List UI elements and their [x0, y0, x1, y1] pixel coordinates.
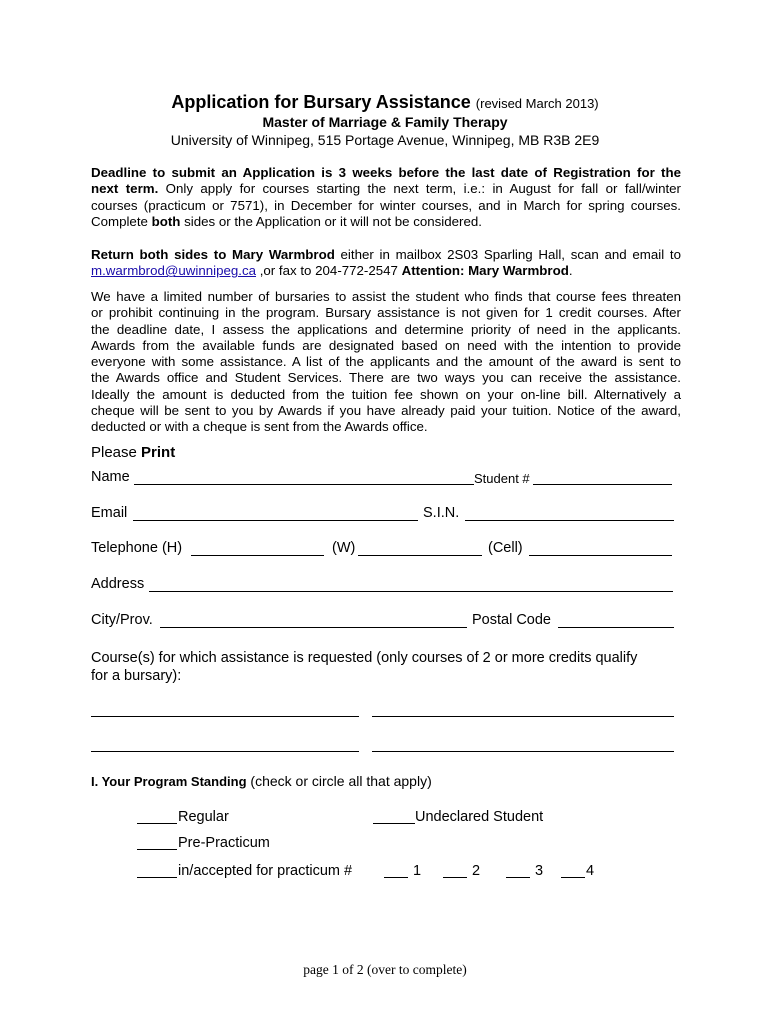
return-paragraph: [91, 247, 681, 280]
standing-heading-bold: I. Your Program Standing: [91, 774, 247, 789]
practicum-checkbox[interactable]: [137, 877, 177, 878]
print-bold: Print: [141, 444, 176, 461]
title-text: Application for Bursary Assistance: [171, 92, 471, 112]
address-field[interactable]: [149, 591, 673, 592]
courses-line-1: Course(s) for which assistance is requested (only courses of 2 or more credits qualify: [91, 650, 638, 666]
telephone-cell-field[interactable]: [529, 555, 672, 556]
course-field-4[interactable]: [372, 751, 674, 752]
policy-line: Awards from the available funds are designated based on need with the intention to provide: [91, 337, 681, 353]
student-number-field[interactable]: [533, 484, 672, 485]
policy-line: Ideally the amount is deducted from the tuition fee shown on your on-line bill. Alternatively a: [91, 386, 681, 402]
deadline-bold-line: Deadline to submit an Application is 3 weeks before the last date of Registration for the: [91, 165, 681, 180]
university-address: University of Winnipeg, 515 Portage Avenue, Winnipeg, MB R3B 2E9: [170, 132, 600, 148]
practicum-2-checkbox[interactable]: [443, 877, 467, 878]
practicum-3-label: 3: [535, 863, 544, 879]
postal-code-label: Postal Code: [472, 612, 551, 628]
telephone-home-field[interactable]: [191, 555, 324, 556]
return-text-1: either in mailbox 2S03 Sparling Hall, scan and email to: [334, 247, 681, 262]
pre-practicum-checkbox[interactable]: [137, 849, 177, 850]
undeclared-checkbox[interactable]: [373, 823, 415, 824]
return-bold: Return both sides to Mary Warmbrod: [91, 247, 335, 262]
practicum-1-checkbox[interactable]: [384, 877, 408, 878]
course-field-1[interactable]: [91, 716, 359, 717]
course-field-2[interactable]: [372, 716, 674, 717]
name-label: Name: [91, 469, 130, 485]
telephone-work-label: (W): [332, 540, 356, 556]
please-text: Please: [91, 444, 142, 461]
regular-label: Regular: [178, 809, 229, 825]
pre-practicum-label: Pre-Practicum: [178, 835, 270, 851]
practicum-4-checkbox[interactable]: [561, 877, 585, 878]
return-period: .: [568, 263, 573, 279]
deadline-text-2: Only apply for courses starting the next term, i.e.: in August for fall or fall/winter: [158, 181, 681, 197]
policy-line: deducted or with a cheque is sent from the Awards office.: [91, 419, 428, 435]
program-name: Master of Marriage & Family Therapy: [262, 114, 508, 130]
deadline-text-3: courses (practicum or 7571), in December for winter courses, and in March for spring courses.: [91, 197, 681, 213]
course-field-3[interactable]: [91, 751, 359, 752]
name-field[interactable]: [134, 484, 474, 485]
practicum-4-label: 4: [586, 863, 595, 879]
regular-checkbox[interactable]: [137, 823, 177, 824]
revised-date: (revised March 2013): [475, 96, 599, 111]
student-number-label: Student #: [474, 471, 530, 486]
sin-field[interactable]: [465, 520, 674, 521]
deadline-text-4c: sides or the Application or it will not be considered.: [180, 213, 482, 229]
policy-paragraph: [91, 289, 681, 436]
undeclared-label: Undeclared Student: [415, 809, 544, 825]
email-link[interactable]: m.warmbrod@uwinnipeg.ca: [91, 263, 257, 279]
telephone-home-label: Telephone (H): [91, 540, 183, 556]
policy-line: cheque will be sent to you by Awards if you have already paid your tuition. Notice of the award,: [91, 403, 681, 419]
courses-line-2: for a bursary):: [91, 668, 182, 684]
email-field[interactable]: [133, 520, 418, 521]
page-footer: page 1 of 2 (over to complete): [303, 962, 467, 977]
deadline-next-term: next term.: [91, 181, 159, 197]
please-print: [91, 444, 175, 461]
program-standing-heading: [91, 773, 432, 789]
practicum-3-checkbox[interactable]: [506, 877, 530, 878]
return-text-2: ,or fax to 204-772-2547: [256, 263, 402, 279]
courses-prompt: [91, 649, 637, 685]
page-title: [0, 92, 770, 113]
city-label: City/Prov.: [91, 612, 153, 628]
email-label: Email: [91, 505, 128, 521]
deadline-text-4a: Complete: [91, 213, 152, 229]
attention-bold: Attention: Mary Warmbrod: [401, 263, 569, 279]
policy-line: We have a limited number of bursaries to assist the student who finds that course fees threaten: [91, 289, 681, 304]
standing-heading-text: (check or circle all that apply): [246, 773, 432, 789]
policy-line: or prohibit continuing in the program. Bursary assistance is not given for 1 credit courses. After: [91, 305, 681, 321]
postal-code-field[interactable]: [558, 627, 674, 628]
telephone-work-field[interactable]: [358, 555, 482, 556]
telephone-cell-label: (Cell): [488, 540, 523, 556]
practicum-1-label: 1: [413, 863, 422, 879]
sin-label: S.I.N.: [423, 505, 460, 521]
policy-line: the Awards office and Student Services. There are two ways you can receive the assistance.: [91, 370, 681, 386]
address-label: Address: [91, 576, 145, 592]
policy-line: everyone with some assistance. A list of the applicants and the amount of the award is sent to: [91, 354, 681, 370]
policy-line: the deadline date, I assess the applications and determine priority of need in the applicants.: [91, 321, 681, 337]
practicum-label: in/accepted for practicum #: [178, 863, 353, 879]
city-field[interactable]: [160, 627, 467, 628]
deadline-both: both: [151, 213, 181, 229]
deadline-paragraph: [91, 165, 681, 230]
practicum-2-label: 2: [472, 863, 481, 879]
